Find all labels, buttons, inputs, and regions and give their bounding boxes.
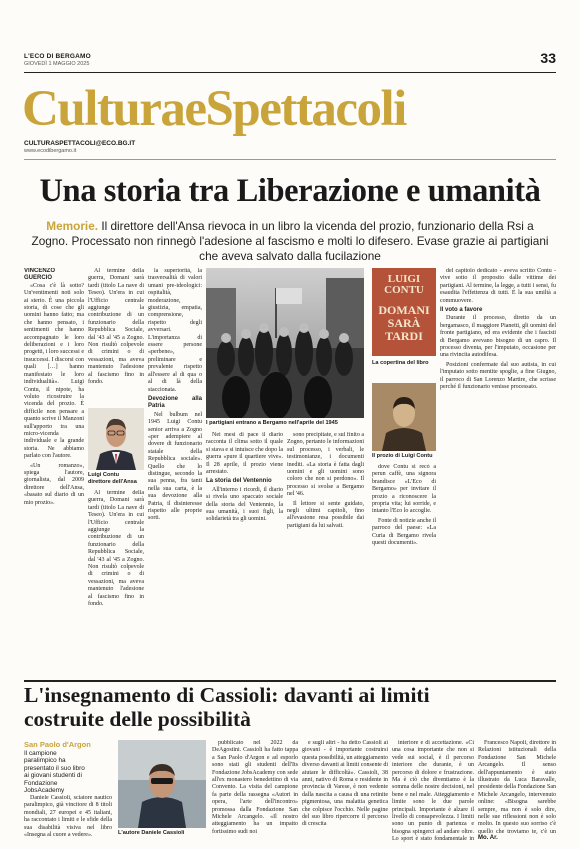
- partisans-photo: [206, 268, 364, 418]
- bottom-headline: L'insegnamento di Cassioli: davanti ai limiti costruite delle possibilità: [24, 683, 430, 731]
- article-column-1: [24, 268, 84, 672]
- subheading: La storia del Ventennio: [206, 478, 272, 485]
- prozio-photo: [372, 383, 436, 451]
- column-text: Durante il processo, diretto da un bergamasco, il maggiore Pianetti, gli uomini del fronte partigiano, ed era evidente che i fascisti di Bergamo avevano bisogno di un capro. Il processo diventa, per l'imputato, occasione per una rivincita autodifesa.: [440, 315, 556, 359]
- bottom-summary: Il campione paralimpico ha presentato il suo libro ai giovani studenti di Fondazione JobsAcademy: [24, 750, 85, 795]
- book-cover-author-first: LUIGI: [387, 273, 421, 285]
- column-text: Il lettore si sente guidato, negli ultimi capitoli, fino all'evasione resa possibile dai partigiani da lui salvati.: [287, 500, 364, 529]
- main-summary: [28, 219, 552, 264]
- column-text: Daniele Cassioli, sciatore nautico paralimpico, già vincitore di 8 titoli mondiali, 27 europei e 45 italiani, ha raccontato i limiti e le sfide della sua disabilità visiva nel libro «Insegna al cuore a vedere».: [24, 795, 112, 839]
- portrait-caption-role: direttore dell'Ansa: [88, 479, 137, 485]
- header-divider: [24, 72, 556, 73]
- column-text: All'interno i ricordi, il diario si rivela uno spaccato sociale della storia del Ventennio, la sua umanità, i suoi figli, la solidarietà tra gli uomini.: [206, 486, 283, 523]
- column-text: del capitolo dedicato - aveva scritto Contu - vive sotto il proposito dalle vittime dei partigiani. Al termine, la legge, a tutti i sensi, fu esaudita l'effettenza di tutti. È la sua umiltà a commuovere.: [440, 268, 556, 304]
- partisans-photo-caption: I partigiani entrano a Bergamo nell'aprile del 1945: [206, 420, 338, 426]
- article-column-5: [287, 432, 364, 672]
- cassioli-photo: [118, 740, 206, 828]
- bottom-divider: [24, 680, 556, 682]
- column-text: e sugli altri - ha detto Cassioli ai giovani - è importante costruirsi questa possibilità, un atteggiamento diverso davanti ai limiti consente di aiutare le difficoltà». Cassioli, 38 anni, nativo di Roma e residente in provincia di Varese, è non vedente dalla nascita a causa di una retinite pigmentosa, una malattia genetica che colpisce l'occhio. Nelle pagine del suo libro ripercorre il percorso di crescita: [302, 740, 388, 828]
- column-text: Fonte di notizie anche il parroco del paese: «La Curia di Bergamo rivela questi documenti».: [372, 517, 436, 547]
- article-column-6: [372, 464, 436, 672]
- portrait-caption: [88, 472, 144, 486]
- bottom-column-2: [212, 740, 298, 842]
- column-text: dove Contu si recò a perun caffè, una signora brandisce «L'Eco di Bergamo» per invitare il prozio a riconoscere la propria vita; lui sorride, e intanto l'Eco lo accoglie.: [372, 464, 436, 515]
- page-number: 33: [540, 50, 556, 66]
- summary-kicker: Memorie.: [46, 219, 99, 233]
- article-signature: Mo. Ar.: [478, 835, 498, 841]
- cassioli-photo-caption: L'autore Daniele Cassioli: [118, 830, 185, 836]
- portrait-caption-name: Luigi Contu: [88, 472, 120, 478]
- bottom-column-4: [392, 740, 474, 842]
- article-column-7: [440, 268, 556, 672]
- column-text: pubblicato nel 2022 da DeAgostini. Cassioli ha fatto tappa a San Paolo d'Argon e ad esporlo sono stati gli studenti dell'Its Fondazione JobsAcademy con sede all'ex monastero benedettino di via Convento. La visita del campione fa parte della rassegna «Autori in opera, l'arte dell'incontro» promossa dalla Fondazione San Michele Arcangelo. «Il nostro atteggiamento ha un impatto fortissimo sudi noi: [212, 740, 298, 835]
- column-text: Francesco Napoli, direttore in Relazioni istituzionali della Fondazione San Michele Arcangelo. Il senso dell'appuntamento è stato illustrato da Luca Baravalle, presidente della Fondazione San Michele Arcangelo, intervenuto online: «Bisogna sarebbe sempre, ma non è solo dire, nelle sue riflessioni non è solo molto. In questo suo sorriso c'è quello che troviamo te, c'è un: [478, 740, 556, 834]
- book-cover-author-last: CONTU: [384, 284, 424, 296]
- section-divider: [24, 159, 556, 160]
- book-cover-caption: La copertina del libro: [372, 360, 429, 366]
- article-column-2: [88, 268, 144, 404]
- article-column-4: [206, 432, 283, 672]
- section-email[interactable]: CULTURASPETTACOLI@ECO.BG.IT: [24, 140, 136, 147]
- column-text: sono precipitate, e sul finito a Zogno, pertanto le informazioni sul processo, i verbali, le testimonianze, i documenti inediti. «La storia è fatta dagli uomini e gli uomini sono coloro che non si perdono». Il processo si svolse a Bergamo nel '46.: [287, 432, 364, 498]
- issue-date: GIOVEDÌ 1 MAGGIO 2025: [24, 61, 90, 67]
- column-text: Nel bulbum nel 1945 Luigi Contu senior arriva a Zogno «per adempiere al dovere di funzionario statale della Repubblica sociale». Quello che lo distingue, secondo la sua penna, fra tanti nella sua carta, è la sua devozione alla Patria, il disinteresse rispetto alle proprie sorti.: [148, 411, 202, 522]
- section-website[interactable]: www.ecodibergamo.it: [24, 148, 77, 154]
- subheading: Il voto a favore: [440, 307, 483, 314]
- article-column-3: [148, 268, 202, 672]
- summary-text: Il direttore dell'Ansa rievoca in un libro la vicenda del prozio, funzionario della Rsi a Zogno. Processato non rinnegò l'adesione al fascismo e molti lo difesero. Evase grazie ai partigiani che aveva salvato dalla fucilazione: [31, 219, 549, 263]
- prozio-photo-caption: Il prozio di Luigi Contu: [372, 453, 433, 459]
- book-cover-title-3: TARDI: [385, 329, 423, 343]
- main-headline: Una storia tra Liberazione e umanità: [39, 173, 541, 209]
- book-cover-image: [372, 268, 436, 356]
- column-text: «Cosa c'è là sotto? Un'ventimenti noti solo ai sterio. È una piccola storia, di cose che gli uomini hanno fatto; ma che hanno pensato, i sentimenti che hanno accompagnato le loro deliberazioni e i loro progetti, i loro successi e insuccessi. I discorsi con quali […] hanno manifestato le loro individualità». Luigi Contu, il nipote, ha voluto ricostruire la vicenda del prozio. È difficile non pensare a quanto scrive il Manzoni sull'apporto tra una micro-vicenda individuale e la grande storia. Ne abbiamo parlato con l'autore.: [24, 282, 84, 460]
- column-text: la superiorità, la trasversalità di valori umani pre-ideologici: ospitalità, moderazione, giustizia, empatia, comprensione, rispetto degli avversari. L'importanza di essere persone «perbene», preliminare e prevalente rispetto all'essere al di qua o al di là della staccionata.: [148, 268, 202, 393]
- newspaper-name: L'ECO DI BERGAMO: [24, 53, 91, 60]
- byline: VINCENZO GUERCIO: [24, 268, 56, 282]
- column-quote: «Un romanzo», spiega l'autore, giornalista, dal 2009 direttore dell'Ansa, «basato sul diario di un mio prozio».: [24, 462, 84, 506]
- book-cover-title-2: SARÀ: [387, 316, 421, 330]
- portrait-photo: [88, 408, 144, 470]
- column-text: interiore e di accettazione. «Ci una cosa importante che non si vede sui social, è il percorso interiore che durante, è un percorso di dolore e frustrazione. Ma è ciò che diventiamo è la somma delle nostre decisioni, nel bene e nel male. Atteggiamento e limite sono le due parole principali. Importante è alzare il livello di consapevolezza. I limiti sono un punto di partenza e bisogna spingerci ad andare oltre. Lo sport è stato fondamentale in: [392, 740, 474, 842]
- article-column-2b: [88, 490, 144, 672]
- book-cover-title-1: DOMANI: [378, 303, 430, 317]
- subheading: Devozione alla Patria: [148, 395, 202, 410]
- section-title: CulturaeSpettacoli: [22, 81, 406, 137]
- bottom-column-5: [478, 740, 556, 834]
- column-text: Posizioni confermate dal suo autista, in cui l'imputato sotto mentite spoglie, a fine Giugno, il parroco di San Lorenzo Martire, che scrisse perché il funzionario venisse processato.: [440, 361, 556, 391]
- bottom-kicker: San Paolo d'Argon: [24, 740, 91, 749]
- column-text: Nei mesi di pace il diario racconta il clima sotto il quale si stava e si intuisce che dopo la guerra «pure il quartiere vive». Il 28 aprile, il prozio viene arrestato.: [206, 432, 283, 476]
- bottom-column-1: [24, 795, 112, 841]
- bottom-column-3: [302, 740, 388, 842]
- column-text: Al termine della guerra, Domani sarà tardi (titolo La nave di Teseo). Un'era in cui l'Ufficio centrale aggiunge la contribuzione di un funzionario della Repubblica Sociale, dal '43 al '45 a Zogno. Non risultò colpevole di crimini o di vessazioni, ma aveva mantenuto l'adesione al fascismo fino in fondo.: [88, 490, 144, 608]
- column-text: Al termine della guerra, Domani sarà tardi (titolo La nave di Teseo). Un'era in cui l'Ufficio centrale aggiunge la contribuzione di un funzionario della Repubblica Sociale, dal '43 al '45 a Zogno. Non risultò colpevole di crimini o di vessazioni, ma aveva mantenuto l'adesione al fascismo fino in fondo.: [88, 268, 144, 386]
